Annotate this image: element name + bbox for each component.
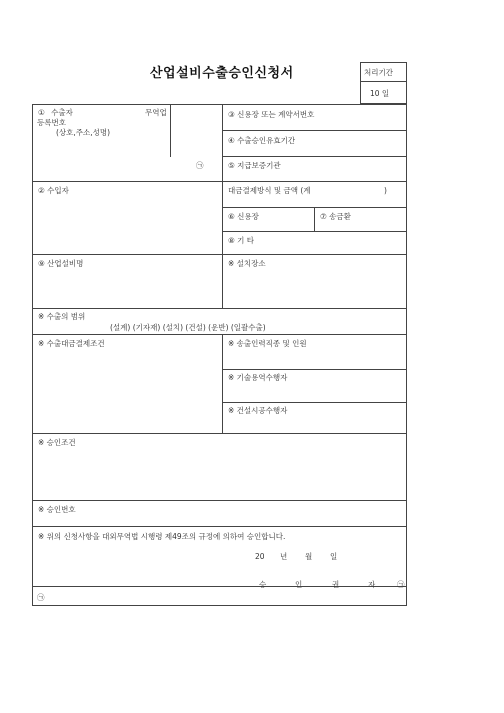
payment-guarantee-label: ⑤ 지급보증기관 [228, 161, 281, 170]
approver-char-2: 인 [295, 580, 303, 589]
export-scope-label: ※ 수출의 범위 [38, 312, 86, 321]
date-month-unit: 월 [305, 552, 313, 561]
exporter-name-hint: (상호,주소,성명) [56, 128, 111, 137]
importer-label: ② 수입자 [38, 186, 69, 195]
processing-period-label: 처리기간 [364, 68, 393, 77]
approver-char-1: 승 [259, 580, 267, 589]
other-payment-label: ⑧ 기 타 [228, 236, 254, 245]
letter-of-credit-label: ⑥ 신용장 [228, 212, 259, 221]
facility-name-label: ⑨ 산업설비명 [38, 259, 84, 268]
approver-seal-mark: ㉠ [397, 580, 405, 589]
settlement-method-label: 대금결제방식 및 금액 (계 [228, 186, 311, 195]
approver-char-3: 권 [332, 580, 340, 589]
form-title: 산업설비수출승인신청서 [150, 66, 294, 81]
personnel-label: ※ 송출인력직종 및 인원 [228, 339, 307, 348]
exporter-number: ① [38, 108, 45, 117]
approval-terms-label: ※ 승인조건 [38, 438, 76, 447]
date-day-unit: 일 [330, 552, 338, 561]
exporter-registration-number: 등록번호 [37, 118, 66, 127]
construction-label: ※ 건설시공수행자 [228, 406, 288, 415]
export-scope-items: (설계) (기자재) (설치) (건설) (운반) (일괄수출) [110, 323, 266, 332]
settlement-close-paren: ) [384, 186, 387, 195]
exporter-title: 수출자 [51, 108, 73, 117]
payment-terms-label: ※ 수출대금결제조건 [38, 339, 105, 348]
lc-contract-number-label: ③ 신용장 또는 계약서번호 [228, 110, 315, 119]
bottom-seal-mark: ㉠ [37, 593, 45, 602]
approver-char-4: 자 [368, 580, 376, 589]
exporter-trade-type: 무역업 [145, 108, 167, 117]
tech-service-label: ※ 기술용역수행자 [228, 373, 288, 382]
approval-validity-label: ④ 수출승인유효기간 [228, 136, 296, 145]
install-location-label: ※ 설치장소 [228, 259, 266, 268]
date-year-unit: 년 [280, 552, 288, 561]
exporter-seal-mark: ㉠ [196, 161, 204, 170]
date-year: 20 [255, 552, 265, 561]
approval-number-label: ※ 승인번호 [38, 505, 76, 514]
remittance-label: ⑦ 송금환 [320, 212, 351, 221]
processing-period-value: 10 일 [370, 89, 390, 98]
approval-statement: ※ 위의 신청사항을 대외무역법 시행령 제49조의 규정에 의하여 승인합니다. [38, 532, 286, 541]
form-frame [32, 104, 407, 606]
exporter-label [38, 108, 73, 117]
